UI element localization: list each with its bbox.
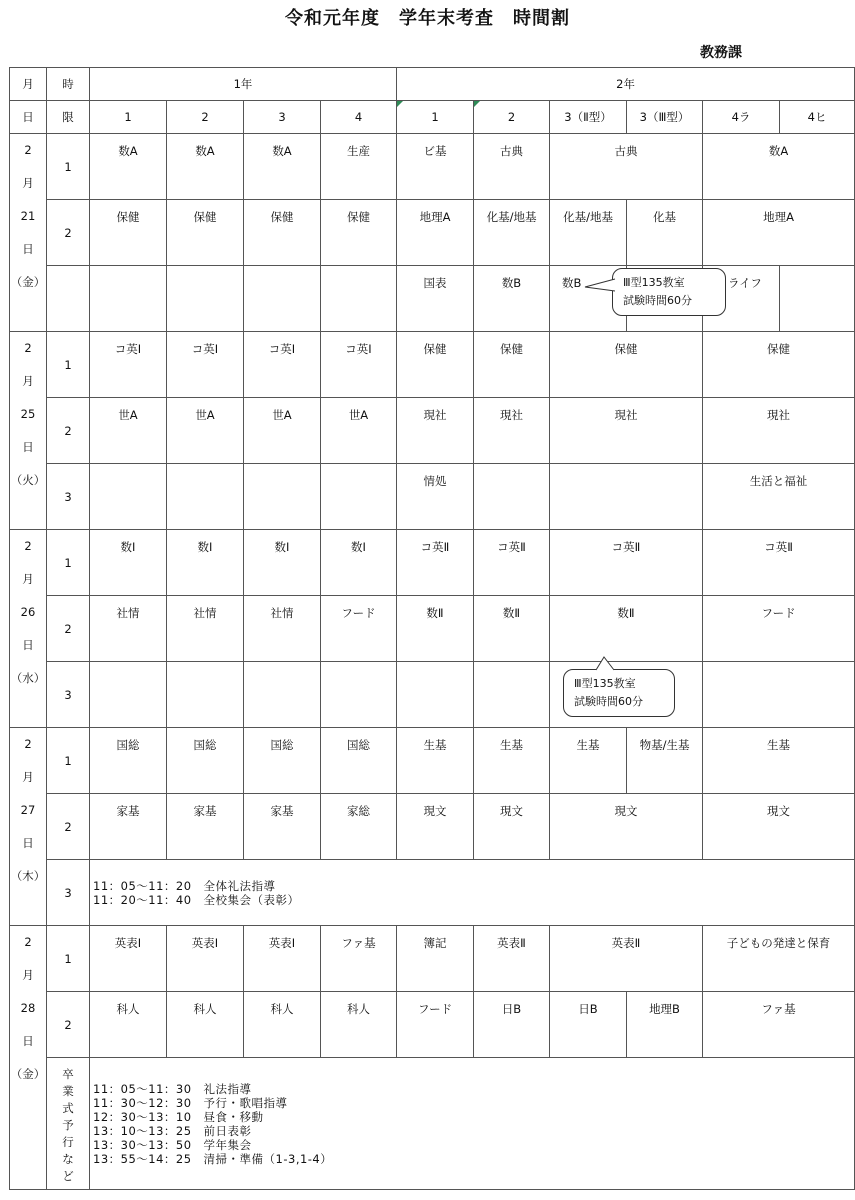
date-cell: 2 月 26 日 （水）	[10, 530, 47, 728]
subject-cell: フード	[321, 596, 397, 662]
subject-cell: コ英Ⅱ	[474, 530, 550, 596]
day-header: 日	[10, 101, 47, 134]
subject-cell: 科人	[321, 992, 397, 1058]
subject-cell: 生基	[397, 728, 474, 794]
subject-cell: 数B	[474, 266, 550, 332]
date-cell: 2 月 28 日 （金）	[10, 926, 47, 1190]
subject-cell: 化基/地基	[550, 200, 627, 266]
subject-cell: コ英Ⅱ	[397, 530, 474, 596]
subject-cell: コ英Ⅰ	[90, 332, 167, 398]
subject-cell: 数Ⅰ	[90, 530, 167, 596]
subject-cell: 物基/生基	[627, 728, 703, 794]
subject-cell: 現文	[703, 794, 855, 860]
subject-cell: 保健	[244, 200, 321, 266]
subject-cell: 生基	[703, 728, 855, 794]
subject-cell: 現文	[397, 794, 474, 860]
subject-cell: 化基/地基	[474, 200, 550, 266]
subject-cell: コ英Ⅱ	[550, 530, 703, 596]
subject-cell: 数A	[244, 134, 321, 200]
period-number	[47, 266, 90, 332]
period-number: 1	[47, 332, 90, 398]
subject-cell	[244, 662, 321, 728]
ceremony-rehearsal-label: 卒 業 式 予 行 な ど	[47, 1058, 90, 1190]
period-number: 3	[47, 662, 90, 728]
subject-cell: 世A	[244, 398, 321, 464]
subject-cell: 地理A	[397, 200, 474, 266]
class-header: 2	[167, 101, 244, 134]
subject-cell: 保健	[474, 332, 550, 398]
subject-cell: 国総	[244, 728, 321, 794]
subject-cell: 英表Ⅰ	[167, 926, 244, 992]
subject-cell: 日B	[550, 992, 627, 1058]
date-cell: 2 月 27 日 （木）	[10, 728, 47, 926]
subject-cell: 現社	[550, 398, 703, 464]
subject-cell: 科人	[244, 992, 321, 1058]
subject-cell: 家基	[90, 794, 167, 860]
period-number: 1	[47, 926, 90, 992]
subject-cell: 英表Ⅱ	[550, 926, 703, 992]
subject-cell: 現社	[397, 398, 474, 464]
subject-cell: 地理A	[703, 200, 855, 266]
subject-cell: 古典	[474, 134, 550, 200]
period-header-bottom: 限	[47, 101, 90, 134]
subject-cell: 化基	[627, 200, 703, 266]
subject-cell: ライフ	[703, 266, 780, 332]
date-cell: 2 月 25 日 （火）	[10, 332, 47, 530]
subject-cell	[550, 464, 703, 530]
subject-cell	[321, 464, 397, 530]
subject-cell: 現文	[474, 794, 550, 860]
subject-cell: フード	[703, 596, 855, 662]
subject-cell: 子どもの発達と保育	[703, 926, 855, 992]
subject-cell: コ英Ⅰ	[321, 332, 397, 398]
class-header: 4	[321, 101, 397, 134]
subject-cell: 英表Ⅰ	[90, 926, 167, 992]
subject-cell	[167, 662, 244, 728]
subject-cell: 現文	[550, 794, 703, 860]
subject-cell: 家総	[321, 794, 397, 860]
subject-cell: 生基	[474, 728, 550, 794]
subject-cell: 生活と福祉	[703, 464, 855, 530]
subject-cell: 数Ⅱ	[397, 596, 474, 662]
class-header: 3（Ⅲ型）	[627, 101, 703, 134]
class-header: 4ヒ	[780, 101, 855, 134]
subject-cell: 英表Ⅰ	[244, 926, 321, 992]
subject-cell	[474, 662, 550, 728]
class-header: 4ラ	[703, 101, 780, 134]
subject-cell: ビ基	[397, 134, 474, 200]
subject-cell: 地理B	[627, 992, 703, 1058]
ceremony-rehearsal-note: 11：05～11：30 礼法指導 11：30～12：30 予行・歌唱指導 12：30～13：10 昼食・移動 13：10～13：25 前日表彰 13：30～13：50 学年集会 13：55～14：25 清掃・準備（1-3,1-4）	[90, 1058, 855, 1190]
subject-cell: 数Ⅰ	[321, 530, 397, 596]
subject-cell: 世A	[167, 398, 244, 464]
subject-cell: 家基	[167, 794, 244, 860]
subject-cell: ファ基	[321, 926, 397, 992]
subject-cell: 保健	[321, 200, 397, 266]
subject-cell: コ英Ⅰ	[167, 332, 244, 398]
subject-cell: コ英Ⅱ	[703, 530, 855, 596]
subject-cell: 生産	[321, 134, 397, 200]
subject-cell: 数A	[167, 134, 244, 200]
subject-cell	[321, 266, 397, 332]
subject-cell	[167, 464, 244, 530]
class-header: 2	[474, 101, 550, 134]
period-number: 2	[47, 200, 90, 266]
subject-cell	[474, 464, 550, 530]
subject-cell	[167, 266, 244, 332]
period-number: 3	[47, 464, 90, 530]
subject-cell: 国総	[321, 728, 397, 794]
subject-cell: 数A	[703, 134, 855, 200]
subject-cell	[244, 266, 321, 332]
subject-cell: 国総	[167, 728, 244, 794]
period-number: 1	[47, 728, 90, 794]
period-header-top: 時	[47, 68, 90, 101]
grade1-header: 1年	[90, 68, 397, 101]
subject-cell	[703, 662, 855, 728]
callout-pointer	[592, 657, 622, 671]
subject-cell: 保健	[167, 200, 244, 266]
department-label: 教務課	[700, 45, 742, 61]
subject-cell: 簿記	[397, 926, 474, 992]
subject-cell: 情処	[397, 464, 474, 530]
subject-cell: 数A	[90, 134, 167, 200]
subject-cell: 英表Ⅱ	[474, 926, 550, 992]
subject-cell: 保健	[90, 200, 167, 266]
subject-cell: 数Ⅰ	[244, 530, 321, 596]
subject-cell	[90, 662, 167, 728]
subject-cell: 保健	[703, 332, 855, 398]
period-number: 1	[47, 530, 90, 596]
period-number: 1	[47, 134, 90, 200]
subject-cell	[90, 266, 167, 332]
subject-cell: 現社	[474, 398, 550, 464]
subject-cell: コ英Ⅰ	[244, 332, 321, 398]
subject-cell: ファ基	[703, 992, 855, 1058]
date-cell: 2 月 21 日 （金）	[10, 134, 47, 332]
subject-cell: フード	[397, 992, 474, 1058]
callout-bubble: Ⅲ型135教室 試験時間60分	[612, 268, 726, 316]
period-number: 3	[47, 860, 90, 926]
subject-cell: 数Ⅱ	[550, 596, 703, 662]
subject-cell: 社情	[244, 596, 321, 662]
class-header: 3	[244, 101, 321, 134]
subject-cell	[321, 662, 397, 728]
class-header: 1	[90, 101, 167, 134]
subject-cell	[780, 266, 855, 332]
subject-cell: 数Ⅱ	[474, 596, 550, 662]
period-number: 2	[47, 992, 90, 1058]
class-header: 1	[397, 101, 474, 134]
subject-cell: 数B	[550, 266, 627, 332]
month-header: 月	[10, 68, 47, 101]
subject-cell	[244, 464, 321, 530]
subject-cell: 社情	[167, 596, 244, 662]
subject-cell: 世A	[321, 398, 397, 464]
subject-cell: 現社	[703, 398, 855, 464]
subject-cell: 科人	[90, 992, 167, 1058]
subject-cell: 日B	[474, 992, 550, 1058]
page-title: 令和元年度 学年末考査 時間割	[285, 8, 570, 29]
class-header: 3（Ⅱ型）	[550, 101, 627, 134]
subject-cell: 世A	[90, 398, 167, 464]
callout-bubble: Ⅲ型135教室 試験時間60分	[563, 669, 675, 717]
subject-cell: 家基	[244, 794, 321, 860]
subject-cell: 保健	[397, 332, 474, 398]
exam-schedule-table	[9, 67, 855, 1190]
subject-cell	[397, 662, 474, 728]
period-number: 2	[47, 398, 90, 464]
grade2-header: 2年	[397, 68, 855, 101]
period-number: 2	[47, 596, 90, 662]
callout-pointer	[585, 277, 615, 293]
assembly-note: 11：05～11：20 全体礼法指導 11：20～11：40 全校集会（表彰）	[90, 860, 855, 926]
subject-cell: 国表	[397, 266, 474, 332]
subject-cell: 科人	[167, 992, 244, 1058]
period-number: 2	[47, 794, 90, 860]
subject-cell: 保健	[550, 332, 703, 398]
subject-cell: 国総	[90, 728, 167, 794]
subject-cell: 数Ⅰ	[167, 530, 244, 596]
subject-cell	[90, 464, 167, 530]
subject-cell: 生基	[550, 728, 627, 794]
subject-cell: 社情	[90, 596, 167, 662]
subject-cell: 古典	[550, 134, 703, 200]
